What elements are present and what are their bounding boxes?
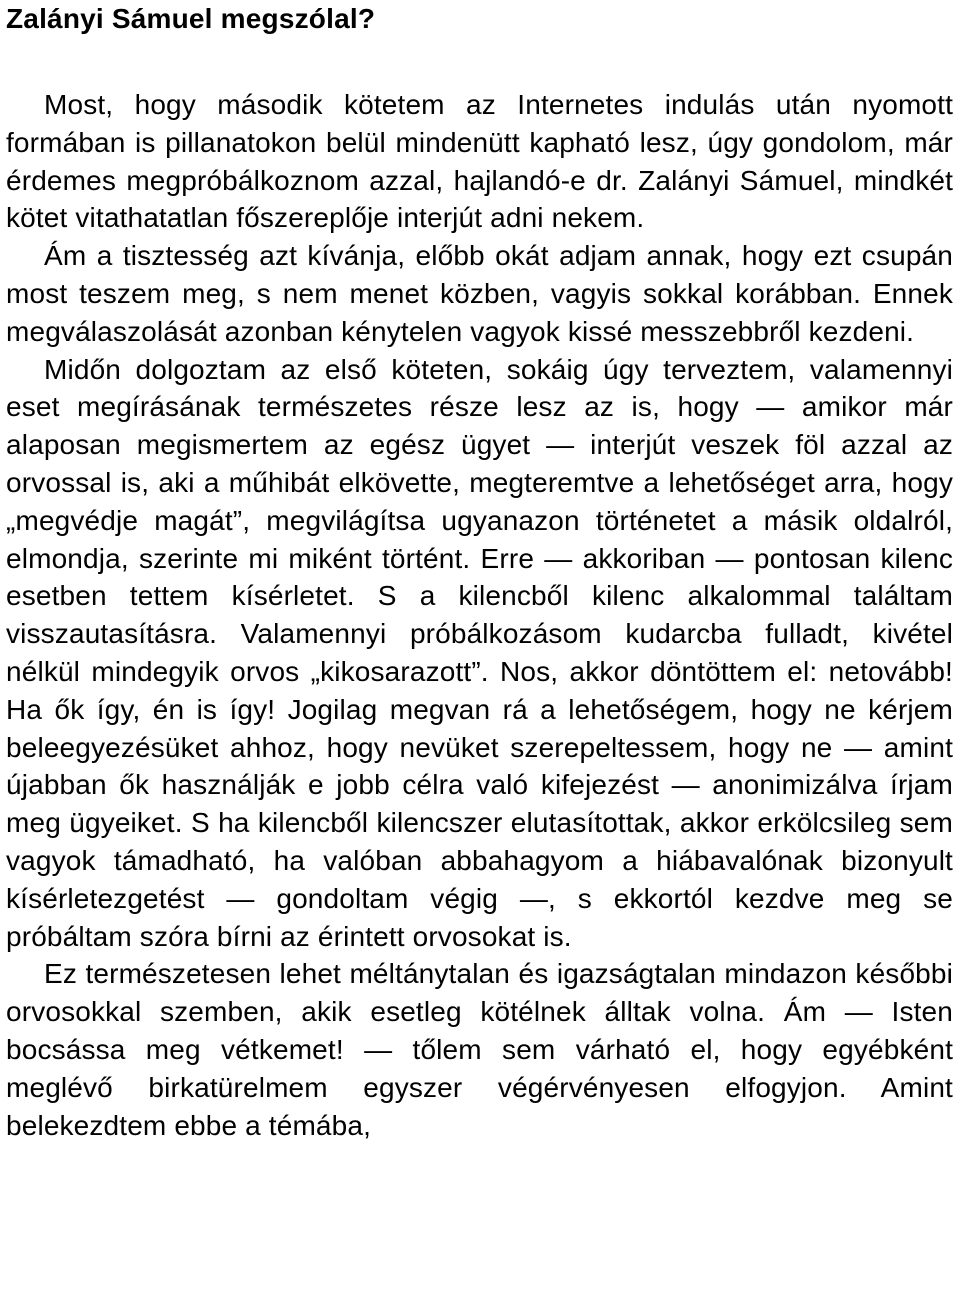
paragraph-2: Ám a tisztesség azt kívánja, előbb okát adjam annak, hogy ezt csupán most teszem meg, s nem menet közben, vagyis sokkal korábban. Ennek megválaszolását azonban kénytelen vagyok kissé messzebbről kezdeni. xyxy=(6,240,953,347)
paragraph-3: Midőn dolgoztam az első köteten, sokáig úgy terveztem, valamennyi eset megírásának természetes része lesz az is, hogy — amikor már alaposan megismertem az egész ügyet — interjút veszek föl azzal az orvossal is, aki a műhibát elkövette, megteremtve a lehetőséget arra, hogy „megvédje magát”, megvilágítsa ugyanazon történetet a másik oldalról, elmondja, szerinte mi miként történt. Erre — akkoriban — pontosan kilenc esetben tettem kísérletet. S a kilencből kilenc alkalommal találtam visszautasításra. Valamennyi próbálkozásom kudarcba fulladt, kivétel nélkül mindegyik orvos „kikosarazott”. Nos, akkor döntöttem el: netovább! Ha ők így, én is így! Jogilag megvan rá a lehetőségem, hogy ne kérjem beleegyezésüket ahhoz, hogy nevüket szerepeltessem, hogy ne — amint újabban ők használják e jobb célra való kifejezést — anonimizálva írjam meg ügyeiket. S ha kilencből kilencszer elutasítottak, akkor erkölcsileg sem vagyok támadható, ha valóban abbahagyom a hiábavalónak bizonyult kísérletezgetést — gondoltam végig —, s ekkortól kezdve meg se próbáltam szóra bírni az érintett orvosokat is. xyxy=(6,353,953,952)
document-title: Zalányi Sámuel megszólal? xyxy=(6,3,376,34)
paragraph-1: Most, hogy második kötetem az Internetes indulás után nyomott formában is pillanatokon belül mindenütt kapható lesz, úgy gondolom, már érdemes megpróbálkoznom azzal, hajlandó-e dr. Zalányi Sámuel, mindkét kötet vitathatatlan főszereplője interjút adni nekem. xyxy=(6,89,953,234)
paragraph-4: Ez természetesen lehet méltánytalan és igazságtalan mindazon későbbi orvosokkal szemben, akik esetleg kötélnek álltak volna. Ám — Isten bocsássa meg vétkemet! — tőlem sem várható el, hogy egyébként meglévő birkatürelmem egyszer végérvényesen elfogyjon. Amint belekezdtem ebbe a témába, xyxy=(6,958,953,1141)
document-body xyxy=(6,86,953,1144)
